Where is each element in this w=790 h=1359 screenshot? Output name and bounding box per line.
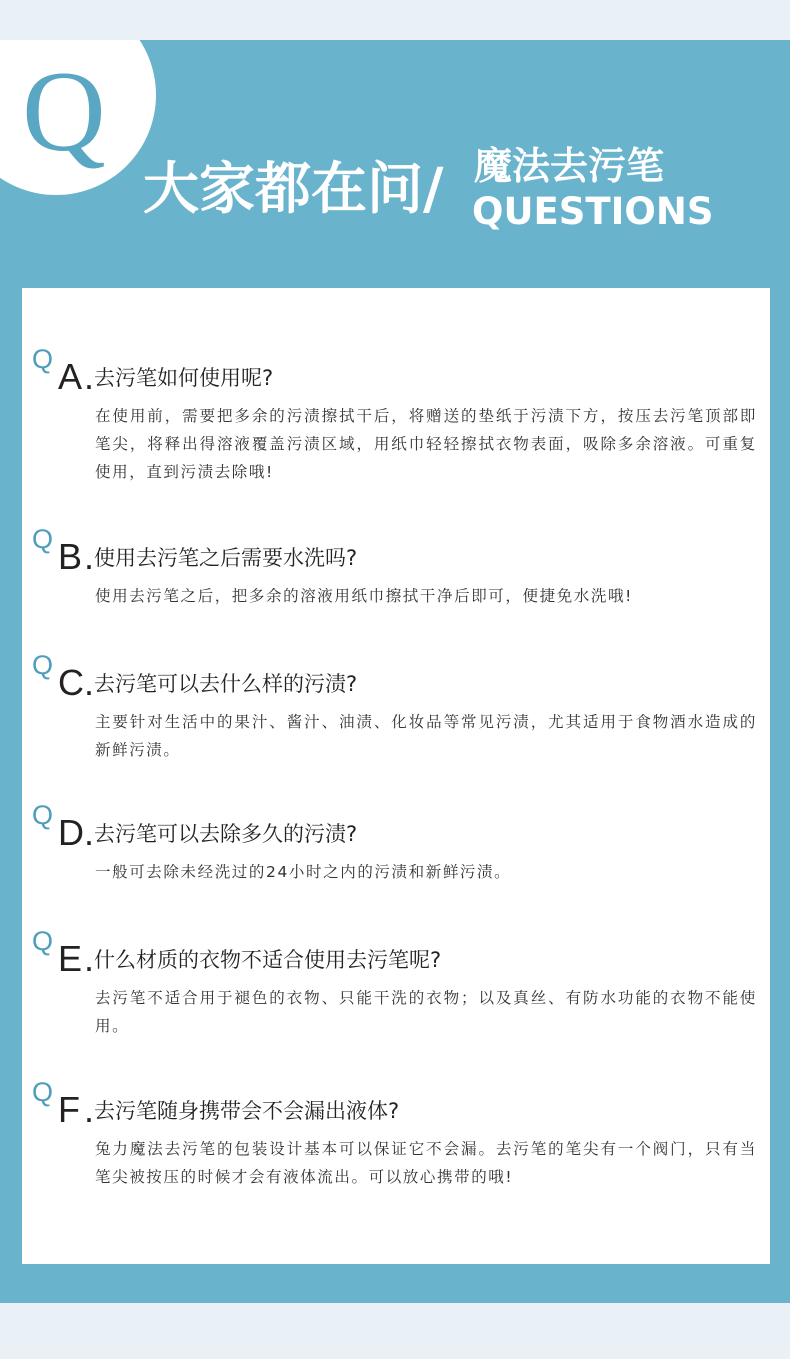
faq-question: 去污笔随身携带会不会漏出液体? [94, 1099, 400, 1123]
faq-q-mark: Q [32, 926, 54, 956]
faq-dot: . [84, 812, 95, 853]
faq-dot: . [84, 356, 95, 397]
faq-dot: . [84, 662, 95, 703]
faq-letter: E [58, 938, 83, 979]
faq-q-mark: Q [32, 650, 54, 680]
faq-question: 去污笔可以去什么样的污渍? [94, 672, 358, 696]
faq-q-mark: Q [32, 524, 54, 554]
faq-q-mark: Q [32, 1077, 54, 1107]
faq-answer: 去污笔不适合用于褪色的衣物、只能干洗的衣物；以及真丝、有防水功能的衣物不能使用。 [95, 989, 757, 1035]
faq-answer: 主要针对生活中的果汁、酱汁、油渍、化妆品等常见污渍，尤其适用于食物酒水造成的新鲜污渍。 [95, 713, 757, 759]
faq-dot: . [84, 938, 95, 979]
faq-question: 去污笔可以去除多久的污渍? [94, 822, 358, 846]
header-panel [0, 40, 790, 1303]
faq-question: 使用去污笔之后需要水洗吗? [94, 546, 358, 570]
faq-answer: 一般可去除未经洗过的24小时之内的污渍和新鲜污渍。 [95, 863, 512, 881]
faq-question: 什么材质的衣物不适合使用去污笔呢? [94, 948, 442, 972]
q-badge-letter: Q [22, 48, 106, 176]
faq-q-mark: Q [32, 344, 54, 374]
questions-label: QUESTIONS [472, 190, 714, 233]
page-title: 大家都在问/ [143, 157, 444, 222]
faq-answer: 使用去污笔之后，把多余的溶液用纸巾擦拭干净后即可，便捷免水洗哦! [95, 587, 633, 605]
faq-question: 去污笔如何使用呢? [94, 366, 274, 390]
faq-answer: 在使用前，需要把多余的污渍擦拭干后，将赠送的垫纸于污渍下方，按压去污笔顶部即笔尖，将释出得溶液覆盖污渍区域，用纸巾轻轻擦拭衣物表面，吸除多余溶液。可重复使用，直到污渍去除哦! [95, 407, 757, 481]
faq-letter: A [58, 356, 83, 397]
faq-letter: C [58, 662, 84, 703]
faq-dot: . [84, 1089, 95, 1130]
faq-letter: F [58, 1089, 80, 1130]
faq-card [22, 288, 770, 1264]
faq-letter: D [58, 812, 84, 853]
faq-q-mark: Q [32, 800, 54, 830]
faq-dot: . [84, 536, 95, 577]
faq-answer: 兔力魔法去污笔的包装设计基本可以保证它不会漏。去污笔的笔尖有一个阀门，只有当笔尖被按压的时候才会有液体流出。可以放心携带的哦! [95, 1140, 757, 1186]
faq-letter: B [58, 536, 83, 577]
product-name: 魔法去污笔 [474, 144, 665, 188]
